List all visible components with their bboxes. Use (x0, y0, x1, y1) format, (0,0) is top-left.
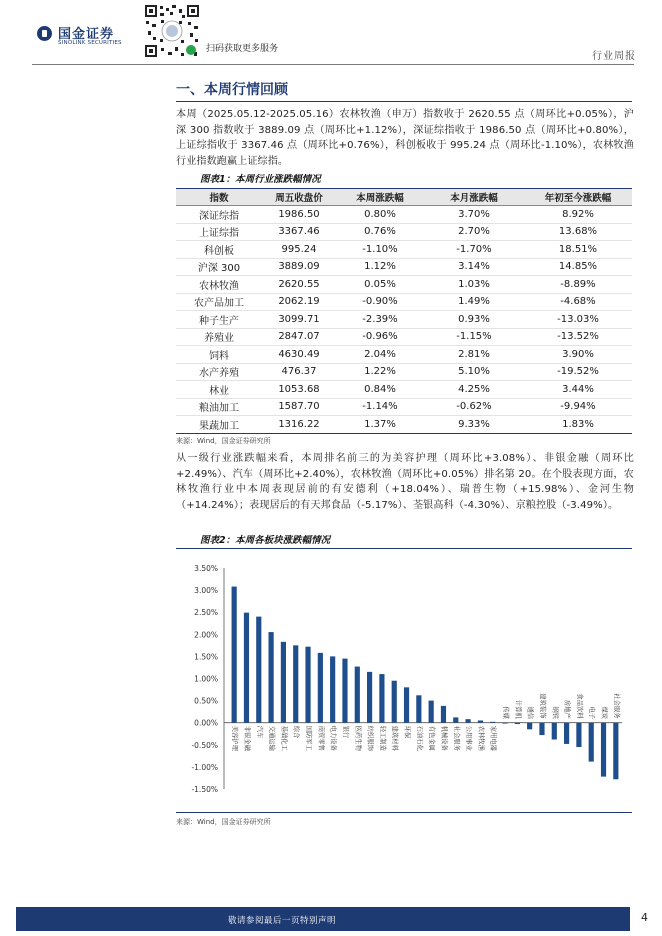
column-header: 年初至今涨跌幅 (524, 189, 632, 206)
bar (367, 672, 372, 723)
value-cell: 13.68% (524, 223, 632, 241)
page-number: 4 (641, 911, 648, 924)
x-category-label: 计算机 (514, 699, 522, 719)
bar (305, 647, 310, 723)
x-category-label: 机械设备 (440, 725, 448, 751)
index-name-cell: 上证综指 (176, 223, 262, 241)
bar (576, 723, 581, 747)
column-header: 本月涨跌幅 (424, 189, 524, 206)
value-cell: 2062.19 (262, 293, 336, 311)
table-row (176, 346, 632, 364)
logo-en: SINOLINK SECURITIES (58, 40, 122, 46)
x-category-label: 美容护理 (231, 725, 239, 751)
value-cell: 2.81% (424, 346, 524, 364)
bar (330, 656, 335, 722)
y-tick-label: -1.50% (191, 785, 218, 794)
x-category-label: 社会服务 (452, 725, 460, 751)
bar (355, 667, 360, 723)
x-category-label: 建筑装饰 (538, 693, 546, 719)
section-title-underline (176, 101, 632, 102)
x-category-label: 轻工制造 (378, 725, 386, 751)
x-category-label: 纺织服饰 (366, 725, 374, 751)
table-title: 图表1：本周行业涨跌幅情况 (200, 174, 321, 185)
value-cell: -2.39% (336, 311, 424, 329)
value-cell: -1.10% (336, 241, 424, 259)
index-name-cell: 粮油加工 (176, 398, 262, 416)
value-cell: -0.90% (336, 293, 424, 311)
x-category-label: 汽车 (255, 725, 263, 739)
bar (256, 617, 261, 723)
bar (293, 645, 298, 722)
value-cell: 1.83% (524, 416, 632, 434)
footer-disclaimer: 敬请参阅最后一页特别声明 (228, 916, 337, 926)
market-review-paragraph: 本周（2025.05.12-2025.05.16）农林牧渔（申万）指数收于 2620.55 点（周环比+0.05%），沪深 300 指数收于 3889.09 点（周环比+1.12%），深证综指收于 1986.50 点（周环比+0.80%），上证综指收于 3367.46 点（周环比+0.76%），科创板收于 995.24 点（周环比-1.10%），农林牧渔行业指数跑赢上证综指。 (176, 109, 634, 167)
value-cell: 14.85% (524, 258, 632, 276)
value-cell: 3099.71 (262, 311, 336, 329)
y-tick-label: -1.00% (191, 762, 218, 772)
bar (318, 653, 323, 723)
column-header: 指数 (176, 189, 262, 206)
index-name-cell: 农林牧渔 (176, 276, 262, 294)
value-cell: 3.90% (524, 346, 632, 364)
index-name-cell: 沪深 300 (176, 258, 262, 276)
y-tick-label: 1.00% (194, 674, 218, 684)
y-tick-label: 3.50% (194, 564, 218, 573)
value-cell: 1.12% (336, 258, 424, 276)
table-source: 来源：Wind，国金证券研究所 (176, 437, 271, 445)
y-tick-label: 3.00% (194, 586, 218, 596)
bar (466, 719, 471, 723)
y-tick-label: 2.50% (194, 608, 218, 618)
x-category-label: 基础化工 (280, 725, 288, 751)
value-cell: -0.62% (424, 398, 524, 416)
value-cell: 1.22% (336, 363, 424, 381)
value-cell: 476.37 (262, 363, 336, 381)
value-cell: 1986.50 (262, 206, 336, 224)
bar (232, 587, 237, 723)
value-cell: -9.94% (524, 398, 632, 416)
index-name-cell: 林业 (176, 381, 262, 399)
index-name-cell: 饲料 (176, 346, 262, 364)
value-cell: 1316.22 (262, 416, 336, 434)
value-cell: 3.14% (424, 258, 524, 276)
y-tick-label: 1.50% (194, 652, 218, 662)
y-tick-label: 0.50% (194, 696, 218, 706)
value-cell: 995.24 (262, 241, 336, 259)
x-category-label: 农林牧渔 (477, 725, 485, 751)
x-category-label: 医药生物 (354, 725, 362, 751)
bar (490, 722, 495, 723)
table-row (176, 223, 632, 241)
x-category-label: 环保 (403, 725, 411, 739)
value-cell: -0.96% (336, 328, 424, 346)
value-cell: -1.15% (424, 328, 524, 346)
value-cell: -1.14% (336, 398, 424, 416)
table-row (176, 363, 632, 381)
x-category-label: 房地产 (563, 699, 571, 719)
bar (502, 723, 507, 724)
table-row (176, 258, 632, 276)
x-category-label: 综合 (292, 725, 300, 739)
bar (552, 723, 557, 740)
bar (453, 717, 458, 722)
bar (392, 681, 397, 723)
index-name-cell: 水产养殖 (176, 363, 262, 381)
value-cell: 9.33% (424, 416, 524, 434)
x-category-label: 电力设备 (329, 725, 337, 751)
value-cell: -13.52% (524, 328, 632, 346)
chart-source: 来源：Wind，国金证券研究所 (176, 818, 271, 826)
bar (416, 695, 421, 722)
index-name-cell: 养殖业 (176, 328, 262, 346)
bar (601, 723, 606, 777)
value-cell: 0.80% (336, 206, 424, 224)
bar (478, 720, 483, 722)
index-name-cell: 种子生产 (176, 311, 262, 329)
bar (379, 674, 384, 723)
value-cell: 3889.09 (262, 258, 336, 276)
table-header-row (176, 189, 632, 206)
table-row (176, 276, 632, 294)
bar (404, 687, 409, 722)
chart-bottom-rule (176, 812, 632, 813)
bar (613, 723, 618, 780)
table-row (176, 293, 632, 311)
sector-change-bar-chart (176, 556, 632, 812)
index-name-cell: 果蔬加工 (176, 416, 262, 434)
x-category-label: 传媒 (502, 706, 510, 720)
value-cell: 2.04% (336, 346, 424, 364)
x-category-label: 公用事业 (465, 725, 473, 751)
value-cell: 1.03% (424, 276, 524, 294)
table-row (176, 398, 632, 416)
x-category-label: 石油石化 (415, 725, 423, 751)
index-performance-table (176, 188, 632, 434)
bar (527, 723, 532, 730)
value-cell: -8.89% (524, 276, 632, 294)
qr-caption: 扫码获取更多服务 (206, 44, 279, 54)
chart-title: 图表2：本周各板块涨跌幅情况 (200, 535, 331, 546)
value-cell: 1.37% (336, 416, 424, 434)
value-cell: 4.25% (424, 381, 524, 399)
industry-performance-paragraph: 从一级行业涨跌幅来看，本周排名前三的为美容护理（周环比+3.08%）、非银金融（周环比+2.49%）、汽车（周环比+2.40%），农林牧渔（周环比+0.05%）排名第 20。在个股表现方面，农林牧渔行业中本周表现居前的有安德利（+18.04%）、瑞普生物（+15.98%）、金河生物（+14.24%）；表现居后的有天邦食品（-5.17%）、荃银高科（-4.30%）、京粮控股（-3.49%）。 (176, 453, 634, 511)
y-tick-label: 2.00% (194, 630, 218, 640)
value-cell: 5.10% (424, 363, 524, 381)
x-category-label: 钢铁 (551, 706, 559, 720)
table-row (176, 311, 632, 329)
value-cell: 3367.46 (262, 223, 336, 241)
bar (441, 706, 446, 723)
doc-type-label: 行业周报 (592, 51, 636, 62)
x-category-label: 食品饮料 (575, 693, 583, 719)
value-cell: 2620.55 (262, 276, 336, 294)
x-category-label: 社会服务 (612, 693, 620, 719)
table-row (176, 416, 632, 434)
value-cell: 18.51% (524, 241, 632, 259)
logo-icon (37, 26, 52, 41)
value-cell: -19.52% (524, 363, 632, 381)
logo-cn: 国金证券 (58, 27, 115, 42)
column-header: 周五收盘价 (262, 189, 336, 206)
chart-top-rule (176, 548, 632, 549)
table-row (176, 381, 632, 399)
y-tick-label: 0.00% (194, 718, 218, 728)
value-cell: 3.44% (524, 381, 632, 399)
bar (244, 613, 249, 723)
value-cell: 3.70% (424, 206, 524, 224)
column-header: 本周涨跌幅 (336, 189, 424, 206)
bar (269, 632, 274, 723)
value-cell: 4630.49 (262, 346, 336, 364)
bar (539, 723, 544, 735)
value-cell: -1.70% (424, 241, 524, 259)
bar (564, 723, 569, 744)
value-cell: 0.93% (424, 311, 524, 329)
value-cell: 1.49% (424, 293, 524, 311)
bar (515, 723, 520, 724)
table-row (176, 241, 632, 259)
index-name-cell: 深证综指 (176, 206, 262, 224)
bar (342, 659, 347, 723)
x-category-label: 国防军工 (305, 725, 313, 751)
x-category-label: 交通运输 (268, 725, 276, 751)
x-category-label: 煤炭 (600, 706, 608, 720)
value-cell: 1053.68 (262, 381, 336, 399)
bar (429, 701, 434, 723)
value-cell: 0.84% (336, 381, 424, 399)
qr-code-icon[interactable] (144, 4, 200, 58)
value-cell: 2.70% (424, 223, 524, 241)
header-divider (32, 64, 634, 65)
value-cell: 1587.70 (262, 398, 336, 416)
value-cell: -4.68% (524, 293, 632, 311)
value-cell: -13.03% (524, 311, 632, 329)
x-category-label: 有色金属 (428, 725, 436, 751)
x-category-label: 非银金融 (243, 725, 251, 751)
x-category-label: 建筑材料 (391, 725, 399, 751)
bar (281, 642, 286, 723)
x-category-label: 电子 (588, 706, 596, 720)
bar (589, 723, 594, 762)
x-category-label: 家用电器 (489, 725, 497, 751)
section-title: 一、本周行情回顾 (176, 82, 288, 98)
value-cell: 2847.07 (262, 328, 336, 346)
index-name-cell: 科创板 (176, 241, 262, 259)
index-name-cell: 农产品加工 (176, 293, 262, 311)
y-tick-label: -0.50% (191, 740, 218, 750)
value-cell: 8.92% (524, 206, 632, 224)
x-category-label: 通信 (526, 706, 534, 720)
value-cell: 0.05% (336, 276, 424, 294)
x-category-label: 银行 (341, 725, 349, 739)
x-category-label: 商贸零售 (317, 725, 325, 751)
value-cell: 0.76% (336, 223, 424, 241)
table-row (176, 206, 632, 224)
table-row (176, 328, 632, 346)
